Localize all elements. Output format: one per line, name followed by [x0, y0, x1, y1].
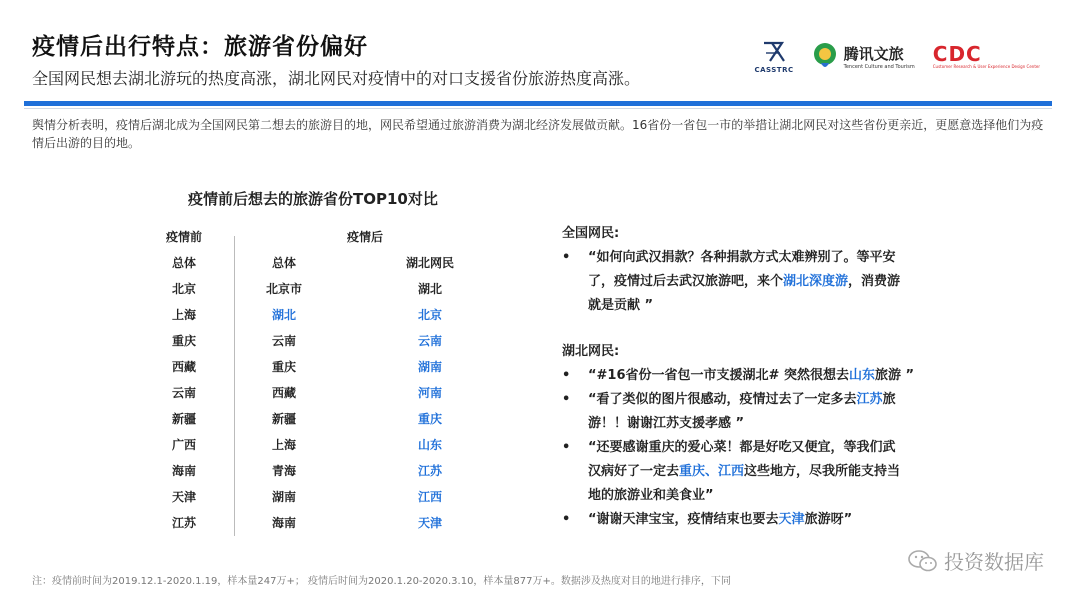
table-header-row	[140, 228, 500, 252]
cell-before: 新疆	[171, 412, 196, 426]
table-row	[140, 358, 500, 382]
quote-item	[562, 436, 922, 508]
quote-text: 旅	[882, 392, 896, 407]
cell-after-hubei: 湖北	[417, 282, 442, 296]
page-title: 疫情后出行特点：旅游省份偏好	[32, 34, 368, 60]
quote-text: 就是贡献 ”	[588, 298, 654, 313]
cell-after-total: 上海	[271, 438, 296, 452]
casstrc-logo	[754, 39, 793, 74]
quote-text: 了，疫情过后去武汉旅游吧，来个	[588, 274, 784, 289]
cell-before: 北京	[171, 282, 196, 296]
quote-line	[588, 246, 922, 270]
table-row	[140, 462, 500, 486]
table-row	[140, 306, 500, 330]
cell-after-hubei: 云南	[417, 334, 442, 348]
tencent-emblem-icon	[812, 41, 838, 71]
quote-line	[588, 508, 922, 532]
cell-before: 江苏	[171, 516, 196, 530]
tencent-logo-text: 腾讯文旅	[843, 44, 904, 63]
tencent-logo	[812, 41, 915, 71]
bullet-icon: •	[562, 250, 571, 265]
quote-highlight: 天津	[778, 512, 805, 527]
quote-line	[588, 412, 922, 436]
cell-after-total: 湖南	[271, 490, 296, 504]
quote-line	[588, 294, 922, 318]
quote-line	[588, 270, 922, 294]
subheader-after-total: 总体	[271, 256, 296, 270]
cell-after-total: 青海	[271, 464, 296, 478]
logo-bar	[754, 34, 1040, 78]
cell-after-total: 新疆	[271, 412, 296, 426]
quote-text: “看了类似的图片很感动，疫情过去了一定多去	[588, 392, 857, 407]
header-after: 疫情后	[346, 230, 383, 244]
quote-highlight: 江苏	[856, 392, 883, 407]
quote-line	[588, 388, 922, 412]
tencent-logo-subtext: Tencent Culture and Tourism	[843, 63, 915, 70]
cell-before: 海南	[171, 464, 196, 478]
subheader-after-hubei: 湖北网民	[405, 256, 454, 270]
header-divider-thin	[24, 108, 1052, 109]
quote-highlight: 重庆、江西	[679, 464, 745, 479]
cell-after-total: 湖北	[271, 308, 296, 322]
table-row	[140, 410, 500, 434]
quote-highlight: 山东	[848, 368, 875, 383]
national-group-title: 全国网民:	[562, 226, 620, 241]
table-row	[140, 332, 500, 356]
footnote: 注：疫情前时间为2019.12.1-2020.1.19，样本量247万+； 疫情后时间为2020.1.20-2020.3.10，样本量877万+。数据涉及热度对目的地进行排序，下同	[32, 576, 731, 587]
watermark-text: 投资数据库	[944, 550, 1044, 574]
cell-after-total: 北京市	[265, 282, 302, 296]
quote-text: “谢谢天津宝宝，疫情结束也要去	[588, 512, 779, 527]
cell-after-hubei: 重庆	[417, 412, 442, 426]
table-row	[140, 384, 500, 408]
table-subheader-row	[140, 254, 500, 278]
table-row	[140, 488, 500, 512]
quotes-panel	[562, 222, 922, 532]
subheader-before-total: 总体	[171, 256, 196, 270]
quote-line	[588, 484, 922, 508]
hubei-group-title: 湖北网民:	[562, 344, 620, 359]
bullet-icon: •	[562, 512, 571, 527]
cell-after-total: 重庆	[271, 360, 296, 374]
quote-highlight: 湖北深度游	[783, 274, 849, 289]
table-row	[140, 514, 500, 538]
quote-text: 地的旅游业和美食业”	[588, 488, 714, 503]
watermark	[908, 546, 1044, 575]
cell-before: 云南	[171, 386, 196, 400]
cell-after-hubei: 山东	[417, 438, 442, 452]
wechat-icon	[908, 549, 938, 573]
cdc-logo-text: CDC	[932, 41, 982, 66]
cell-after-hubei: 江西	[417, 490, 442, 504]
cell-after-hubei: 北京	[417, 308, 442, 322]
bullet-icon: •	[562, 440, 571, 455]
header-divider	[24, 101, 1052, 106]
quote-text: 这些地方，尽我所能支持当	[744, 464, 901, 479]
quote-text: “还要感谢重庆的爱心菜！都是好吃又便宜，等我们武	[588, 440, 896, 455]
hubei-quotes	[562, 364, 922, 532]
quote-line	[588, 364, 922, 388]
quote-item	[562, 508, 922, 532]
header-before: 疫情前	[165, 230, 202, 244]
table-row	[140, 436, 500, 460]
cell-after-hubei: 江苏	[417, 464, 442, 478]
cell-before: 上海	[171, 308, 196, 322]
quote-text: 汉病好了一定去	[588, 464, 680, 479]
quote-text: 旅游 ”	[874, 368, 915, 383]
cell-after-hubei: 河南	[417, 386, 442, 400]
table-title: 疫情前后想去的旅游省份TOP10对比	[188, 190, 438, 208]
quote-item	[562, 388, 922, 436]
page-subtitle: 全国网民想去湖北游玩的热度高涨，湖北网民对疫情中的对口支援省份旅游热度高涨。	[32, 69, 641, 88]
quote-text: ，消费游	[848, 274, 901, 289]
cell-before: 广西	[171, 438, 196, 452]
table-row	[140, 280, 500, 304]
cdc-logo-subtext: Customer Research & User Experience Design Center	[932, 63, 1040, 69]
cell-before: 西藏	[171, 360, 196, 374]
quote-text: 旅游呀”	[804, 512, 853, 527]
quote-text: “#16省份一省包一市支援湖北# 突然很想去	[588, 368, 849, 383]
cell-after-total: 西藏	[271, 386, 296, 400]
cell-after-total: 云南	[271, 334, 296, 348]
quote-text: 游！！谢谢江苏支援孝感 ”	[588, 416, 745, 431]
casstrc-emblem-icon	[760, 39, 788, 65]
quote-item	[562, 364, 922, 388]
cell-after-hubei: 天津	[417, 516, 442, 530]
bullet-icon: •	[562, 368, 571, 383]
quote-text: “如何向武汉捐款？各种捐款方式太难辨别了。等平安	[588, 250, 896, 265]
cell-after-total: 海南	[271, 516, 296, 530]
bullet-icon: •	[562, 392, 571, 407]
national-quotes	[562, 246, 922, 318]
cell-before: 天津	[171, 490, 196, 504]
cdc-logo	[932, 41, 1040, 69]
cell-before: 重庆	[171, 334, 196, 348]
intro-paragraph: 舆情分析表明，疫情后湖北成为全国网民第二想去的旅游目的地，网民希望通过旅游消费为湖北经济发展做贡献。16省份一省包一市的举措让湖北网民对这些省份更亲近，更愿意选择他们为疫情后出游的目的地。	[32, 118, 1044, 150]
quote-line	[588, 436, 922, 460]
casstrc-logo-text: CASSTRC	[754, 65, 794, 74]
cell-after-hubei: 湖南	[417, 360, 442, 374]
quote-line	[588, 460, 922, 484]
quote-item	[562, 246, 922, 318]
